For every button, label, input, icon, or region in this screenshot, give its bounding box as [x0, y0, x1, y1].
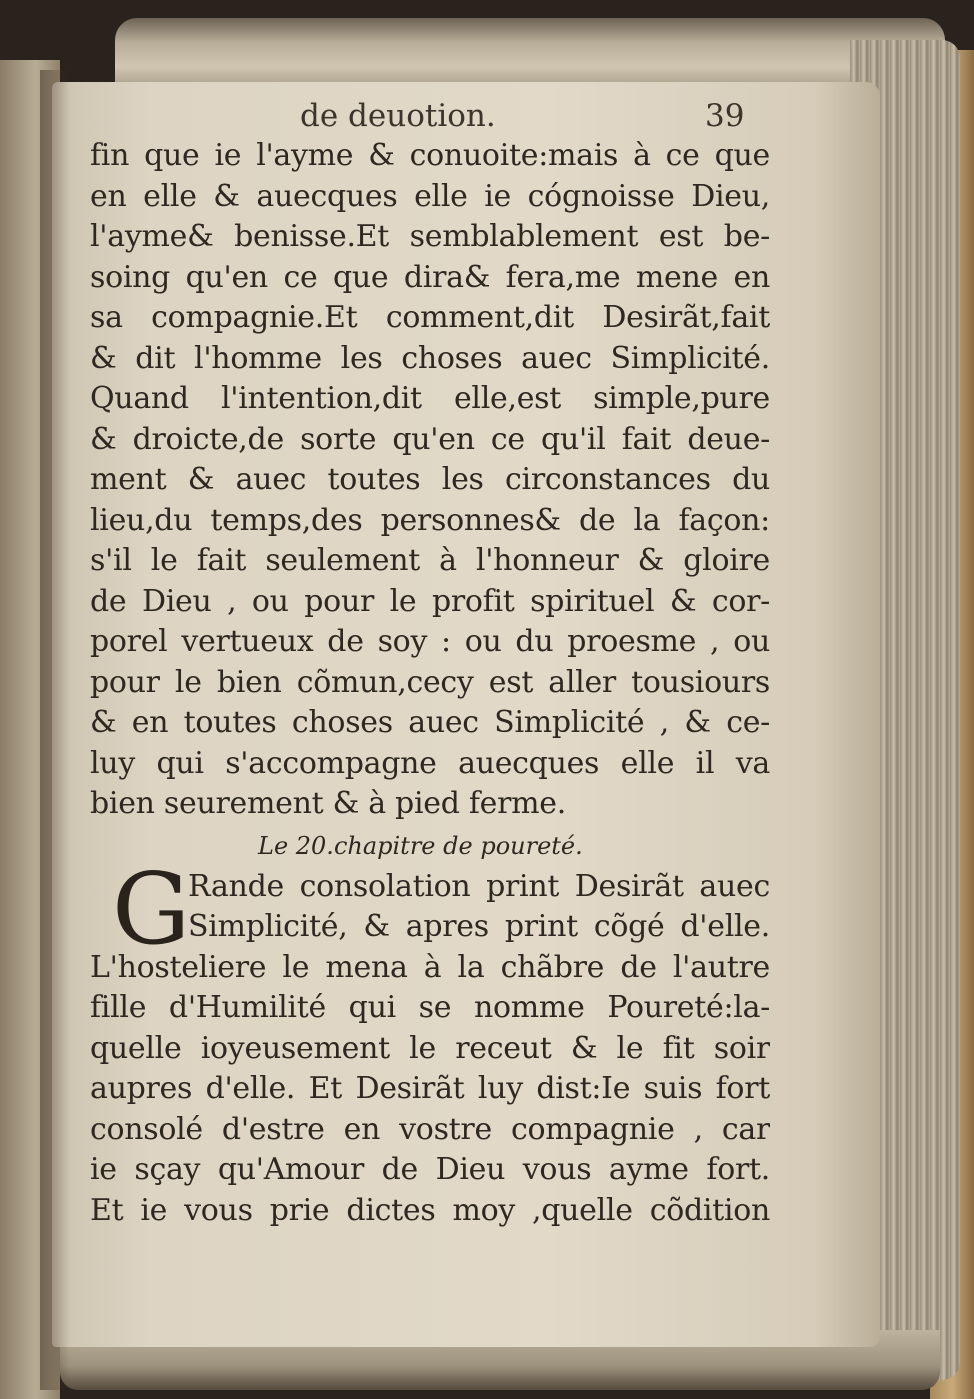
page-number: 39 — [705, 98, 745, 134]
text-line: & droicte,de sorte qu'en ce qu'il fait deue- — [90, 421, 770, 457]
text-line: Et ie vous prie dictes moy ,quelle cõdition — [90, 1192, 770, 1228]
text-line: en elle & auecques elle ie cógnoisse Dieu, — [90, 178, 770, 214]
text-line: lieu,du temps,des personnes& de la façon: — [90, 502, 770, 538]
spine-shadow — [40, 70, 70, 1390]
text-line: consolé d'estre en vostre compagnie , car — [90, 1111, 770, 1147]
text-line: sa compagnie.Et comment,dit Desirãt,fait — [90, 300, 770, 335]
text-line: porel vertueux de soy : ou du proesme , ou — [90, 624, 770, 659]
drop-cap: G — [112, 852, 191, 967]
text-line: bien seurement & à pied ferme. — [90, 786, 566, 821]
text-line: quelle ioyeusement le receut & le fit soir — [90, 1030, 770, 1066]
text-line: & en toutes choses auec Simplicité , & ce- — [90, 705, 770, 740]
text-line: Simplicité, & apres print cõgé d'elle. — [188, 909, 770, 944]
text-line: soing qu'en ce que dira& fera,me mene en — [90, 259, 770, 295]
text-line: luy qui s'accompagne auecques elle il va — [90, 745, 770, 781]
text-line: ment & auec toutes les circonstances du — [90, 462, 770, 497]
text-line: fille d'Humilité qui se nomme Poureté:la- — [90, 990, 770, 1025]
text-line: fin que ie l'ayme & conuoite:mais à ce que — [90, 138, 770, 173]
text-line: aupres d'elle. Et Desirãt luy dist:Ie suis fort — [90, 1071, 770, 1106]
text-line: ie sçay qu'Amour de Dieu vous ayme fort. — [90, 1152, 770, 1187]
text-block — [90, 136, 770, 1231]
paragraph-after — [90, 852, 770, 1232]
text-line: L'hosteliere le mena à la chãbre de l'autre — [90, 949, 770, 985]
chapter-heading: Le 20.chapitre de poureté. — [258, 831, 583, 860]
page-header — [0, 98, 974, 138]
text-line: Rande consolation print Desirãt auec — [188, 868, 770, 904]
text-line: l'ayme& benisse.Et semblablement est be- — [90, 219, 770, 254]
text-line: Quand l'intention,dit elle,est simple,pure — [90, 381, 770, 416]
running-head: de deuotion. — [300, 98, 496, 134]
text-line: pour le bien cõmun,cecy est aller tousiours — [90, 664, 770, 700]
paragraph-before — [90, 136, 770, 825]
text-line: de Dieu , ou pour le profit spirituel & cor- — [90, 583, 770, 619]
text-line: s'il le fait seulement à l'honneur & gloire — [90, 543, 770, 578]
text-line: & dit l'homme les choses auec Simplicité. — [90, 340, 770, 376]
book-top-edge — [115, 18, 945, 88]
